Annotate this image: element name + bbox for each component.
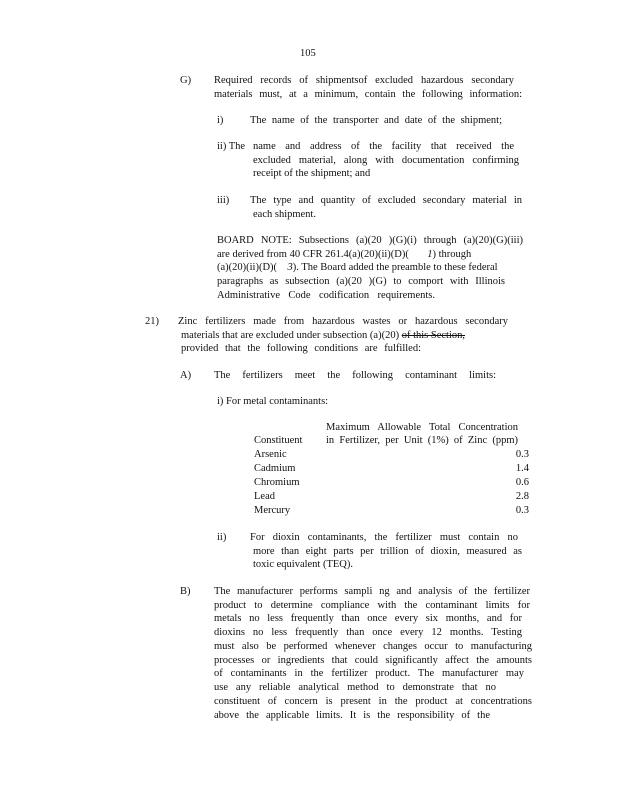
constituent-name: Cadmium bbox=[254, 463, 296, 474]
constituent-value: 0.3 bbox=[515, 505, 529, 516]
subsection-g-line-2: materials must, at a minimum, contain the following information: bbox=[214, 89, 522, 100]
subsection-g-ii-line-1: name and address of the facility that received the bbox=[253, 141, 514, 152]
subsection-g-i-text: The name of the transporter and date of the shipment; bbox=[250, 115, 502, 126]
item-21-label: 21) bbox=[145, 316, 159, 327]
subsection-b-line-9: constituent of concern is present in the product at concentrations bbox=[214, 696, 532, 707]
subsection-a-i-text: i) For metal contaminants: bbox=[217, 396, 329, 407]
table-header-line-1: Maximum Allowable Total Concentration bbox=[326, 422, 518, 433]
subsection-g-line-1: Required records of shipmentsof excluded hazardous secondary bbox=[214, 75, 514, 86]
board-note-line-2: are derived from 40 CFR 261.4(a)(20)(ii)(D)( 1) through bbox=[217, 249, 472, 260]
constituent-name: Arsenic bbox=[254, 449, 287, 460]
board-note-line-5: Administrative Code codification requirements. bbox=[217, 290, 435, 301]
constituent-value: 0.3 bbox=[515, 449, 529, 460]
constituent-name: Mercury bbox=[254, 505, 291, 516]
subsection-b-line-7: of contaminants in the fertilizer product. The manufacturer may bbox=[214, 668, 524, 679]
board-note-line-1: BOARD NOTE: Subsections (a)(20 )(G)(i) through (a)(20)(G)(iii) bbox=[217, 235, 523, 246]
constituent-value: 0.6 bbox=[515, 477, 529, 488]
subsection-b-line-1: The manufacturer performs sampli ng and analysis of the fertilizer bbox=[214, 586, 530, 597]
constituent-name: Chromium bbox=[254, 477, 300, 488]
subsection-a-ii-line-3: toxic equivalent (TEQ). bbox=[253, 559, 354, 570]
subsection-a-text: The fertilizers meet the following contaminant limits: bbox=[214, 370, 496, 381]
board-note-line-4: paragraphs as subsection (a)(20 )(G) to comport with Illinois bbox=[217, 276, 505, 287]
subsection-g-iii-label: iii) bbox=[217, 195, 230, 206]
subsection-b-label: B) bbox=[180, 586, 191, 597]
board-note-line-3: (a)(20)(ii)(D)( 3). The Board added the preamble to these federal bbox=[217, 262, 498, 273]
subsection-g-iii-line-1: The type and quantity of excluded secondary material in bbox=[250, 195, 522, 206]
subsection-b-line-4: dioxins no less frequently than once every 12 months. Testing bbox=[214, 627, 522, 638]
subsection-g-ii-line-2: excluded material, along with documentation confirming bbox=[253, 155, 519, 166]
subsection-g-iii-line-2: each shipment. bbox=[253, 209, 316, 220]
item-21-line-2: materials that are excluded under subsection (a)(20) of this Section, bbox=[181, 330, 465, 341]
subsection-a-ii-line-2: more than eight parts per trillion of dioxin, measured as bbox=[253, 546, 522, 557]
subsection-b-line-6: processes or ingredients that could significantly affect the amounts bbox=[214, 655, 532, 666]
subsection-g-i-label: i) bbox=[217, 115, 224, 126]
constituent-name: Lead bbox=[254, 491, 275, 502]
struck-text: of this Section, bbox=[401, 330, 465, 341]
subsection-a-label: A) bbox=[180, 370, 192, 381]
subsection-a-ii-line-1: For dioxin contaminants, the fertilizer must contain no bbox=[250, 532, 518, 543]
subsection-b-line-5: must also be performed whenever changes occur to manufacturing bbox=[214, 641, 532, 652]
subsection-b-line-10: above the applicable limits. It is the responsibility of the bbox=[214, 710, 490, 721]
subsection-g-ii-line-3: receipt of the shipment; and bbox=[253, 168, 371, 179]
constituent-value: 1.4 bbox=[515, 463, 529, 474]
subsection-b-line-2: product to determine compliance with the contaminant limits for bbox=[214, 600, 530, 611]
item-21-line-1: Zinc fertilizers made from hazardous wastes or hazardous secondary bbox=[178, 316, 508, 327]
subsection-g-ii-label: ii) The bbox=[217, 141, 246, 152]
table-constituent-header: Constituent bbox=[254, 435, 303, 446]
page-number: 105 bbox=[300, 48, 316, 59]
subsection-g-label: G) bbox=[180, 75, 192, 86]
item-21-line-3: provided that the following conditions are fulfilled: bbox=[181, 343, 421, 354]
subsection-b-line-8: use any reliable analytical method to demonstrate that no bbox=[214, 682, 496, 693]
constituent-value: 2.8 bbox=[515, 491, 529, 502]
subsection-a-ii-label: ii) bbox=[217, 532, 227, 543]
table-header-line-2: in Fertilizer, per Unit (1%) of Zinc (ppm) bbox=[326, 435, 518, 446]
subsection-b-line-3: metals no less frequently than once every six months, and for bbox=[214, 613, 522, 624]
